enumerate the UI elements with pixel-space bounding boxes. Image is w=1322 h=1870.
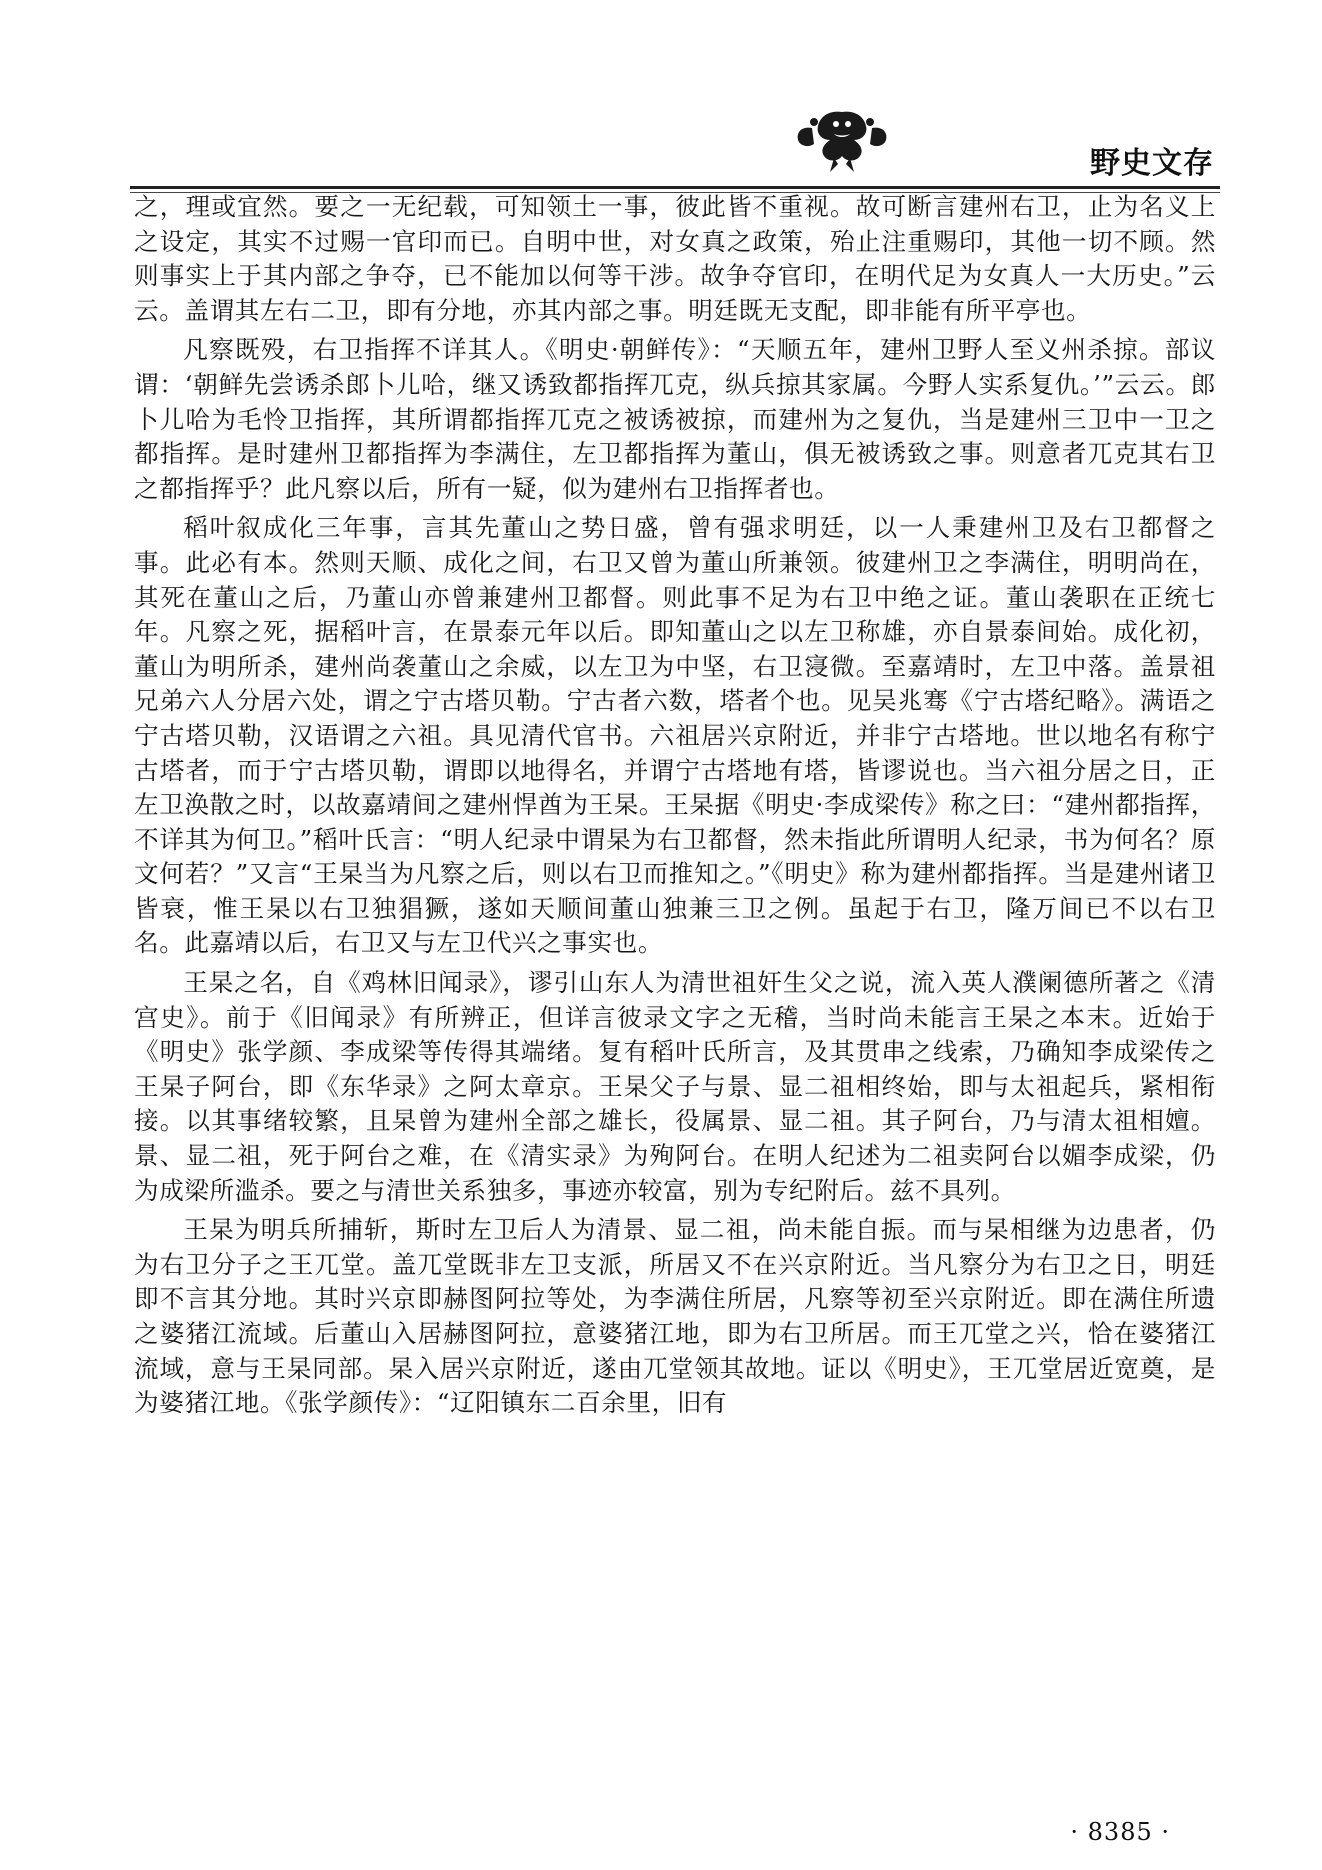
page-number: · 8385 · bbox=[1070, 1818, 1170, 1846]
paragraph: 王杲之名，自《鸡林旧闻录》，谬引山东人为清世祖奸生父之说，流入英人濮阑德所著之《清宫史》。前于《旧闻录》有所辨正，但详言彼录文字之无稽，当时尚未能言王杲之本末。近始于《明史》张学颜、李成梁等传得其端绪。复有稻叶氏所言，及其贯串之线索，乃确知李成梁传之王杲子阿台，即《东华录》之阿太章京。王杲父子与景、显二祖相终始，即与太祖起兵，紧相衔接。以其事绪较繁，且杲曾为建州全部之雄长，役属景、显二祖。其子阿台，乃与清太祖相嬗。景、显二祖，死于阿台之难，在《清实录》为殉阿台。在明人纪述为二祖卖阿台以媚李成梁，仍为成梁所滥杀。要之与清世关系独多，事迹亦较富，别为专纪附后。兹不具列。 bbox=[134, 968, 1216, 1205]
paragraph: 之，理或宜然。要之一无纪载，可知领土一事，彼此皆不重视。故可断言建州右卫，止为名义上之设定，其实不过赐一官印而已。自明中世，对女真之政策，殆止注重赐印，其他一切不顾。然则事实上于其内部之争夺，已不能加以何等干涉。故争夺官印，在明代足为女真人一大历史。”云云。盖谓其左右二卫，即有分地，亦其内部之事。明廷既无支配，即非能有所平亭也。 bbox=[134, 192, 1216, 325]
dragon-emblem-icon bbox=[790, 106, 894, 174]
body-text bbox=[134, 190, 1216, 1426]
header-title: 野史文存 bbox=[1090, 146, 1214, 181]
running-header bbox=[130, 104, 1220, 181]
paragraph: 王杲为明兵所捕斩，斯时左卫后人为清景、显二祖，尚未能自振。而与杲相继为边患者，仍为右卫分子之王兀堂。盖兀堂既非左卫支派，所居又不在兴京附近。当凡察分为右卫之日，明廷即不言其分地。其时兴京即赫图阿拉等处，为李满住所居，凡察等初至兴京附近。即在满住所遗之婆猪江流域。后董山入居赫图阿拉，意婆猪江地，即为右卫所居。而王兀堂之兴，恰在婆猪江流域，意与王杲同部。杲入居兴京附近，遂由兀堂领其故地。证以《明史》，王兀堂居近宽奠，是为婆猪江地。《张学颜传》：“辽阳镇东二百余里，旧有 bbox=[134, 1215, 1216, 1418]
paragraph: 稻叶叙成化三年事，言其先董山之势日盛，曾有强求明廷，以一人秉建州卫及右卫都督之事。此必有本。然则天顺、成化之间，右卫又曾为董山所兼领。彼建州卫之李满住，明明尚在，其死在董山之后，乃董山亦曾兼建州卫都督。则此事不足为右卫中绝之证。董山袭职在正统七年。凡察之死，据稻叶言，在景泰元年以后。即知董山之以左卫称雄，亦自景泰间始。成化初，董山为明所杀，建州尚袭董山之余威，以左卫为中坚，右卫寖微。至嘉靖时，左卫中落。盖景祖兄弟六人分居六处，谓之宁古塔贝勒。宁古者六数，塔者个也。见吴兆骞《宁古塔纪略》。满语之宁古塔贝勒，汉语谓之六祖。具见清代官书。六祖居兴京附近，并非宁古塔地。世以地名有称宁古塔者，而于宁古塔贝勒，谓即以地得名，并谓宁古塔地有塔，皆谬说也。当六祖分居之日，正左卫涣散之时，以故嘉靖间之建州悍酋为王杲。王杲据《明史·李成梁传》称之曰：“建州都指挥，不详其为何卫。”稻叶氏言：“明人纪录中谓杲为右卫都督，然未指此所谓明人纪录，书为何名？原文何若？”又言“王杲当为凡察之后，则以右卫而推知之。”《明史》称为建州都指挥。当是建州诸卫皆衰，惟王杲以右卫独猖獗，遂如天顺间董山独兼三卫之例。虽起于右卫，隆万间已不以右卫名。此嘉靖以后，右卫又与左卫代兴之事实也。 bbox=[134, 513, 1216, 958]
paragraph: 凡察既殁，右卫指挥不详其人。《明史·朝鲜传》：“天顺五年，建州卫野人至义州杀掠。部议谓：‘朝鲜先尝诱杀郎卜儿哈，继又诱致都指挥兀克，纵兵掠其家属。今野人实系复仇。’”云云。郎卜儿哈为毛怜卫指挥，其所谓都指挥兀克之被诱被掠，而建州为之复仇，当是建州三卫中一卫之都指挥。是时建州卫都指挥为李满住，左卫都指挥为董山，俱无被诱致之事。则意者兀克其右卫之都指挥乎？此凡察以后，所有一疑，似为建州右卫指挥者也。 bbox=[134, 335, 1216, 503]
header-rule bbox=[130, 186, 1220, 189]
